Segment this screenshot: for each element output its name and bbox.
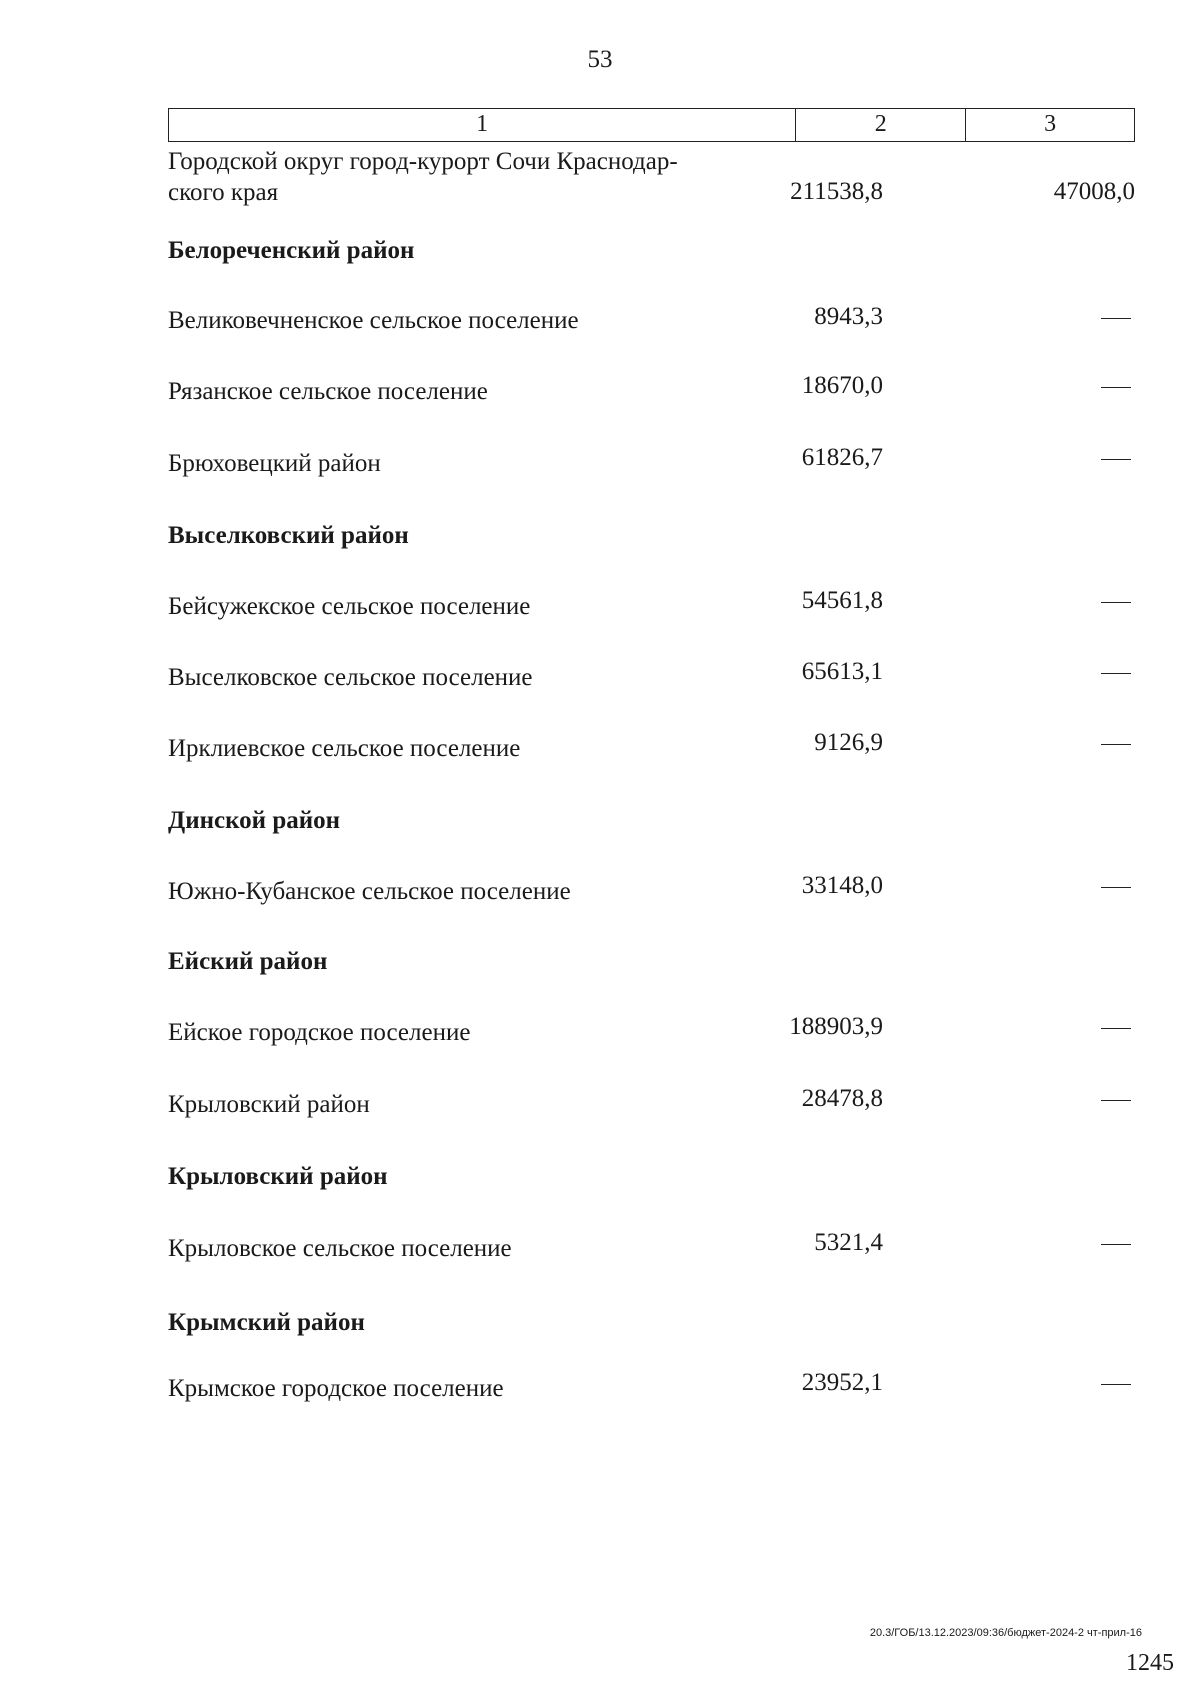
table-header: [168, 108, 1135, 142]
value-col-3-dash: [1101, 1384, 1131, 1385]
value-col-2: 23952,1: [801, 1369, 883, 1396]
section-heading: Динской район: [168, 807, 341, 834]
row-name: Крыловский район: [168, 1091, 370, 1118]
value-col-2: 54561,8: [801, 587, 883, 614]
value-col-3-dash: [1101, 744, 1131, 745]
value-col-2: 65613,1: [801, 658, 883, 685]
value-col-3-dash: [1101, 602, 1131, 603]
row-name: Городской округ город-курорт Сочи Краснодар-ского края: [168, 148, 678, 206]
value-col-2: 33148,0: [801, 872, 883, 899]
row-name: Выселковское сельское поселение: [168, 664, 533, 691]
section-heading: Крымский район: [168, 1309, 365, 1336]
value-col-3-dash: [1101, 1100, 1131, 1101]
value-col-3-dash: [1101, 1244, 1131, 1245]
value-col-2: 61826,7: [801, 444, 883, 471]
value-col-3-dash: [1101, 318, 1131, 319]
row-name: Ейское городское поселение: [168, 1019, 471, 1046]
value-col-3-dash: [1101, 887, 1131, 888]
row-name: Южно-Кубанское сельское поселение: [168, 878, 571, 905]
header-col-3: 3: [1044, 111, 1057, 137]
section-heading: Крыловский район: [168, 1163, 388, 1190]
value-col-3-dash: [1101, 1028, 1131, 1029]
value-col-3: 47008,0: [1053, 178, 1135, 205]
section-heading: Выселковский район: [168, 522, 409, 549]
value-col-2: 188903,9: [789, 1013, 883, 1040]
page-number: 53: [587, 46, 613, 73]
section-heading: Ейский район: [168, 948, 328, 975]
row-name: Крыловское сельское поселение: [168, 1235, 512, 1262]
row-name: Ирклиевское сельское поселение: [168, 735, 521, 762]
section-heading: Белореченский район: [168, 237, 415, 264]
value-col-2: 18670,0: [801, 372, 883, 399]
value-col-2: 211538,8: [790, 178, 883, 205]
value-col-3-dash: [1101, 673, 1131, 674]
value-col-2: 5321,4: [814, 1229, 883, 1256]
value-col-2: 8943,3: [814, 303, 883, 330]
row-name: Бейсужекское сельское поселение: [168, 593, 531, 620]
value-col-2: 28478,8: [801, 1085, 883, 1112]
document-code: 20.3/ГОБ/13.12.2023/09:36/бюджет-2024-2 чт-прил-16: [869, 1627, 1142, 1639]
row-name: Крымское городское поселение: [168, 1375, 504, 1402]
value-col-2: 9126,9: [814, 729, 883, 756]
row-name: Великовечненское сельское поселение: [168, 307, 579, 334]
header-col-1: 1: [169, 109, 796, 141]
row-name: Рязанское сельское поселение: [168, 378, 488, 405]
row-name: Брюховецкий район: [168, 450, 381, 477]
value-col-3-dash: [1101, 387, 1131, 388]
sheet-number: 1245: [1126, 1650, 1174, 1676]
value-col-3-dash: [1101, 459, 1131, 460]
header-col-2: 2: [796, 109, 966, 141]
